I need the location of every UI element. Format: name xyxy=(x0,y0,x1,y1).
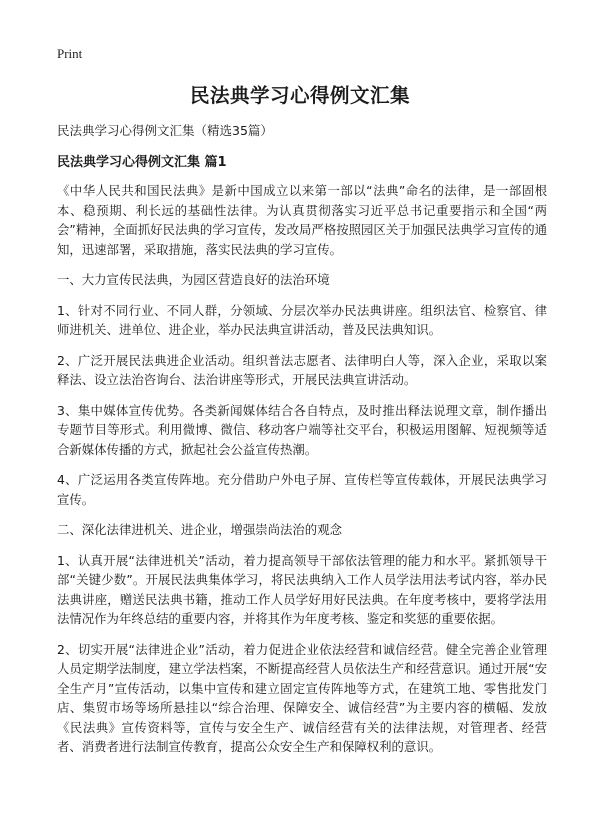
paragraph-item-2-1: 1、认真开展“法律进机关”活动，着力提高领导干部依法管理的能力和水平。紧抓领导干部“关键少数”。开展民法典集体学习，将民法典纳入工作人员学法用法考试内容，举办民法典讲座，赠送民法典书籍，推动工作人员学好用好民法典。在年度考核中，要将学法用法情况作为年终总结的重要内容，并将其作为年度考核、鉴定和奖惩的重要依据。 xyxy=(57,552,547,626)
paragraph-item-1-2: 2、广泛开展民法典进企业活动。组织普法志愿者、法律明白人等，深入企业，采取以案释法、设立法治咨询台、法治讲座等形式，开展民法典宣讲活动。 xyxy=(57,352,547,387)
paragraph-intro: 《中华人民共和国民法典》是新中国成立以来第一部以“法典”命名的法律，是一部固根本、稳预期、利长远的基础性法律。为认真贯彻落实习近平总书记重要指示和全国“两会”精神，全面抓好民法典的学习宣传，发改局严格按照园区关于加强民法典学习宣传的通知，迅速部署，采取措施，落实民法典的学习宣传。 xyxy=(57,183,547,257)
paragraph-heading-1: 一、大力宣传民法典，为园区营造良好的法治环境 xyxy=(57,272,330,287)
paragraph-item-1-4: 4、广泛运用各类宣传阵地。充分借助户外电子屏、宣传栏等宣传载体，开展民法典学习宣传。 xyxy=(57,472,547,507)
section-heading: 民法典学习心得例文汇集 篇1 xyxy=(57,155,227,170)
print-link[interactable]: Print xyxy=(57,46,83,61)
paragraph-heading-2: 二、深化法律进机关、进企业，增强崇尚法治的观念 xyxy=(57,522,342,537)
article-body xyxy=(57,181,547,768)
paragraph-item-1-1: 1、针对不同行业、不同人群，分领域、分层次举办民法典讲座。组织法官、检察官、律师进机关、进单位、进企业，举办民法典宣讲活动，普及民法典知识。 xyxy=(57,302,547,337)
page-title: 民法典学习心得例文汇集 xyxy=(189,84,410,107)
paragraph-item-1-3: 3、集中媒体宣传优势。各类新闻媒体结合各自特点，及时推出释法说理文章，制作播出专题节目等形式。利用微博、微信、移动客户端等社交平台，积极运用图解、短视频等适合新媒体传播的方式，掀起社会公益宣传热潮。 xyxy=(57,402,547,457)
document-subtitle: 民法典学习心得例文汇集（精选35篇） xyxy=(57,123,273,138)
paragraph-item-2-2: 2、切实开展“法律进企业”活动，着力促进企业依法经营和诚信经营。健全完善企业管理人员定期学法制度，建立学法档案，不断提高经营人员依法生产和经营意识。通过开展“安全生产月”宣传活动，以集中宣传和建立固定宣传阵地等方式，在建筑工地、零售批发门店、集贸市场等场所悬挂以“综合治理、保障安全、诚信经营”为主要内容的横幅、发放《民法典》宣传资料等，宣传与安全生产、诚信经营有关的法律法规，对管理者、经营者、消费者进行法制宣传教育，提高公众安全生产和保障权利的意识。 xyxy=(57,641,547,754)
